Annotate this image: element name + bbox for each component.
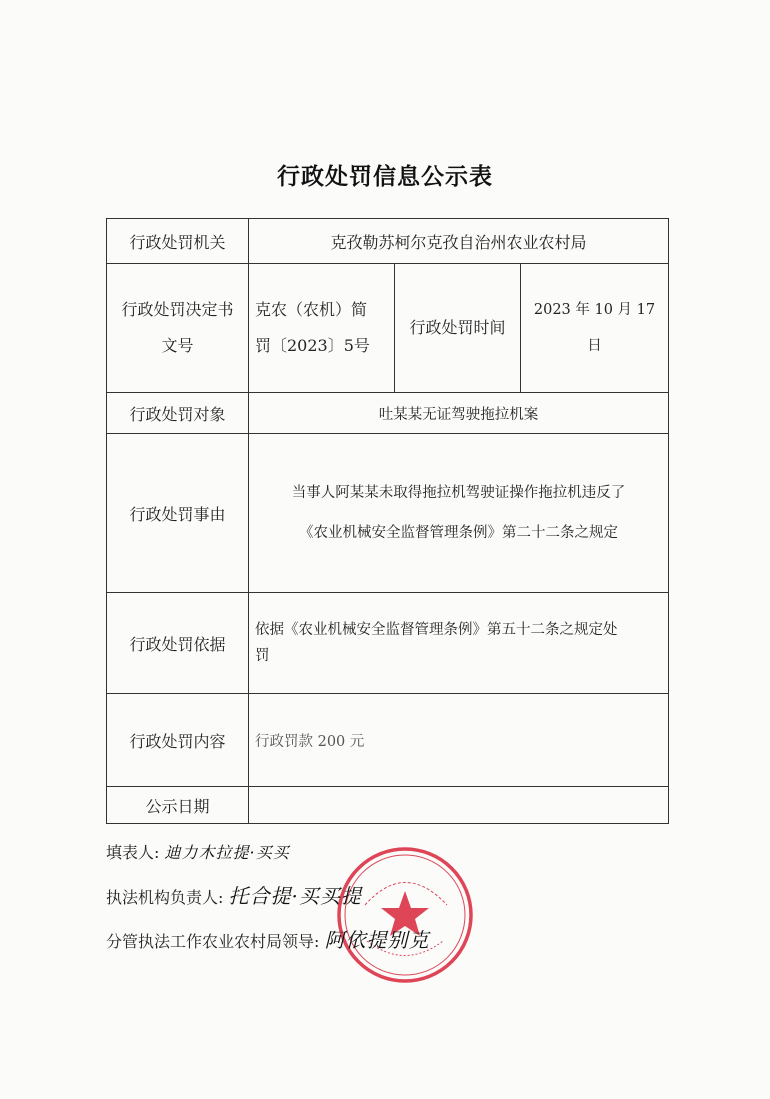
basis-label: 行政处罚依据 (107, 593, 249, 694)
doc-number-value-line2: 罚〔2023〕5号 (255, 336, 370, 355)
official-seal-stamp (335, 845, 475, 985)
row-authority (107, 219, 669, 264)
filler-signature: 迪力木拉提·买买 (164, 843, 290, 862)
leader-signature: 阿依提别克 (324, 928, 430, 952)
agency-head-label: 执法机构负责人: (106, 888, 224, 907)
row-reason (107, 434, 669, 593)
doc-number-value-line1: 克农（农机）简 (255, 300, 368, 319)
object-value: 吐某某无证驾驶拖拉机案 (249, 393, 669, 434)
reason-line2: 《农业机械安全监督管理条例》第二十二条之规定 (299, 525, 618, 541)
content-value: 行政罚款 200 元 (249, 694, 669, 787)
basis-line1: 依据《农业机械安全监督管理条例》第五十二条之规定处 (255, 622, 618, 638)
authority-label: 行政处罚机关 (107, 219, 249, 264)
row-basis (107, 593, 669, 694)
row-doc-number (107, 264, 669, 393)
basis-value (249, 593, 669, 694)
basis-line2: 罚 (255, 648, 270, 664)
reason-label: 行政处罚事由 (107, 434, 249, 593)
penalty-info-table (106, 218, 669, 824)
publish-date-label: 公示日期 (107, 787, 249, 824)
filler-row (106, 840, 290, 863)
authority-value: 克孜勒苏柯尔克孜自治州农业农村局 (249, 219, 669, 264)
leader-label: 分管执法工作农业农村局领导: (106, 932, 320, 951)
penalty-time-value: 2023 年 10 月 17 日 (521, 264, 669, 393)
doc-number-label-line2: 文号 (161, 336, 194, 355)
filler-label: 填表人: (106, 843, 160, 862)
page-title: 行政处罚信息公示表 (277, 163, 493, 190)
row-object (107, 393, 669, 434)
doc-number-value (249, 264, 395, 393)
reason-line1: 当事人阿某某未取得拖拉机驾驶证操作拖拉机违反了 (291, 485, 626, 501)
agency-head-signature: 托合提·买买提 (228, 884, 362, 908)
penalty-time-label: 行政处罚时间 (395, 264, 521, 393)
content-label: 行政处罚内容 (107, 694, 249, 787)
doc-number-label-line1: 行政处罚决定书 (121, 300, 234, 319)
publish-date-value (249, 787, 669, 824)
leader-row (106, 924, 430, 953)
reason-value (249, 434, 669, 593)
row-publish-date (107, 787, 669, 824)
doc-number-label (107, 264, 249, 393)
object-label: 行政处罚对象 (107, 393, 249, 434)
agency-head-row (106, 880, 362, 909)
row-content (107, 694, 669, 787)
